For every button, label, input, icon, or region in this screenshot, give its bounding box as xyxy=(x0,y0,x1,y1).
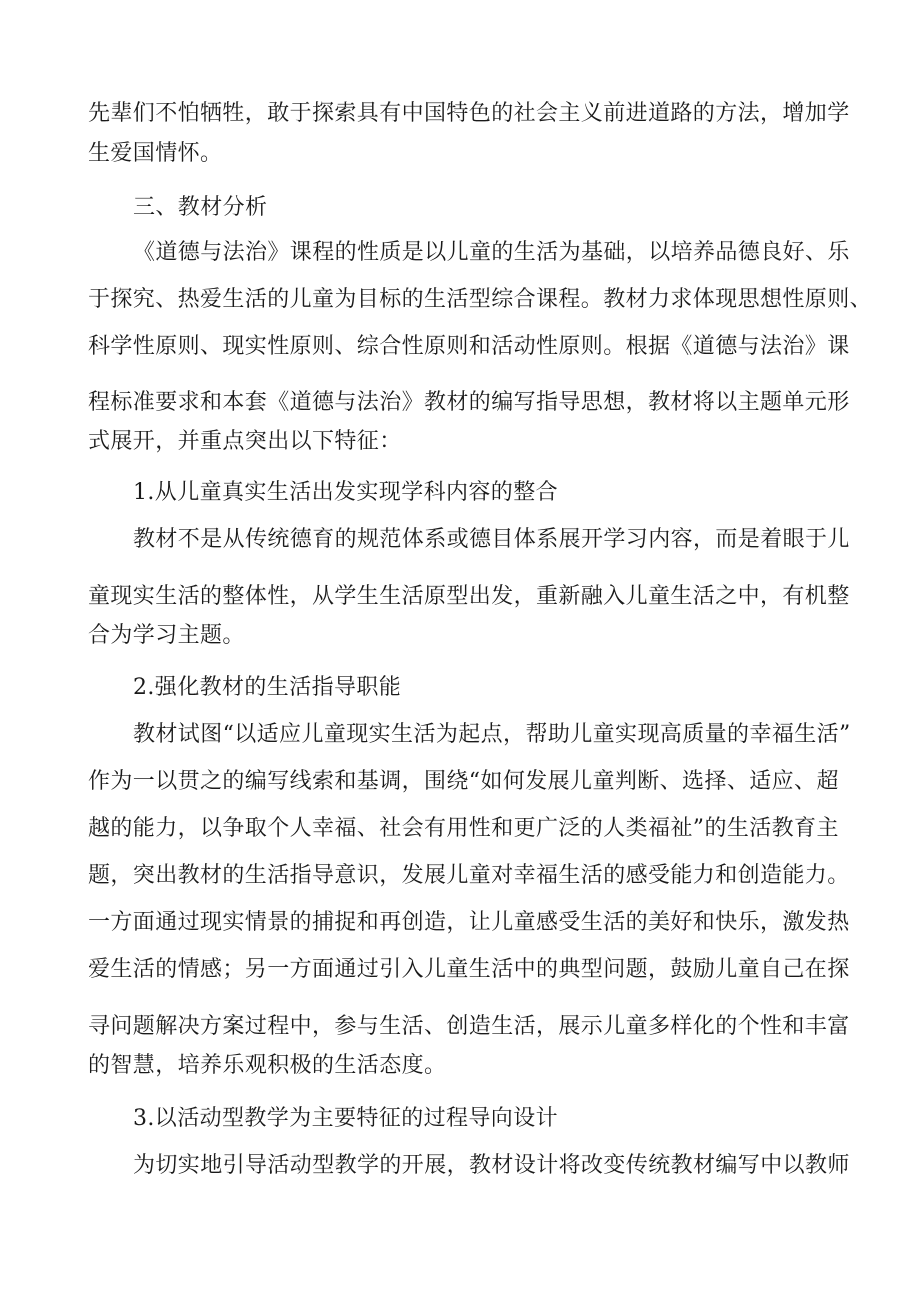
paragraph-line: 生爱国情怀。 xyxy=(88,141,223,166)
subheading: 1.从儿童真实生活出发实现学科内容的整合 xyxy=(133,480,558,505)
paragraph-line: 的智慧，培养乐观积极的生活态度。 xyxy=(88,1053,447,1078)
paragraph-line: 为切实地引导活动型教学的开展，教材设计将改变传统教材编写中以教师 xyxy=(133,1153,850,1178)
paragraph-line: 教材试图“以适应儿童现实生活为起点，帮助儿童实现高质量的幸福生活” xyxy=(133,722,851,747)
paragraph-line: 越的能力，以争取个人幸福、社会有用性和更广泛的人类福祉”的生活教育主 xyxy=(88,816,839,841)
paragraph-line: 题，突出教材的生活指导意识，发展儿童对幸福生活的感受能力和创造能力。 xyxy=(88,863,850,888)
paragraph-line: 于探究、热爱生活的儿童为目标的生活型综合课程。教材力求体现思想性原则、 xyxy=(88,287,873,312)
paragraph-line: 先辈们不怕牺牲，敢于探索具有中国特色的社会主义前进道路的方法，增加学 xyxy=(88,101,850,126)
paragraph-line: 爱生活的情感；另一方面通过引入儿童生活中的典型问题，鼓励儿童自己在探 xyxy=(88,957,850,982)
paragraph-line: 《道德与法治》课程的性质是以儿童的生活为基础，以培养品德良好、乐 xyxy=(133,240,850,265)
paragraph-line: 一方面通过现实情景的捕捉和再创造，让儿童感受生活的美好和快乐，激发热 xyxy=(88,910,850,935)
paragraph-line: 寻问题解决方案过程中，参与生活、创造生活，展示儿童多样化的个性和丰富 xyxy=(88,1014,850,1039)
paragraph-line: 作为一以贯之的编写线索和基调，围绕“如何发展儿童判断、选择、适应、超 xyxy=(88,769,839,794)
paragraph-line: 式展开，并重点突出以下特征： xyxy=(88,429,402,454)
paragraph-line: 科学性原则、现实性原则、综合性原则和活动性原则。根据《道德与法治》课 xyxy=(88,334,850,359)
paragraph-line: 合为学习主题。 xyxy=(88,623,245,648)
paragraph-line: 程标准要求和本套《道德与法治》教材的编写指导思想，教材将以主题单元形 xyxy=(88,390,850,415)
section-heading: 三、教材分析 xyxy=(133,195,268,220)
paragraph-line: 童现实生活的整体性，从学生生活原型出发，重新融入儿童生活之中，有机整 xyxy=(88,584,850,609)
subheading: 3.以活动型教学为主要特征的过程导向设计 xyxy=(133,1106,558,1131)
subheading: 2.强化教材的生活指导职能 xyxy=(133,675,402,700)
paragraph-line: 教材不是从传统德育的规范体系或德目体系展开学习内容，而是着眼于儿 xyxy=(133,527,850,552)
